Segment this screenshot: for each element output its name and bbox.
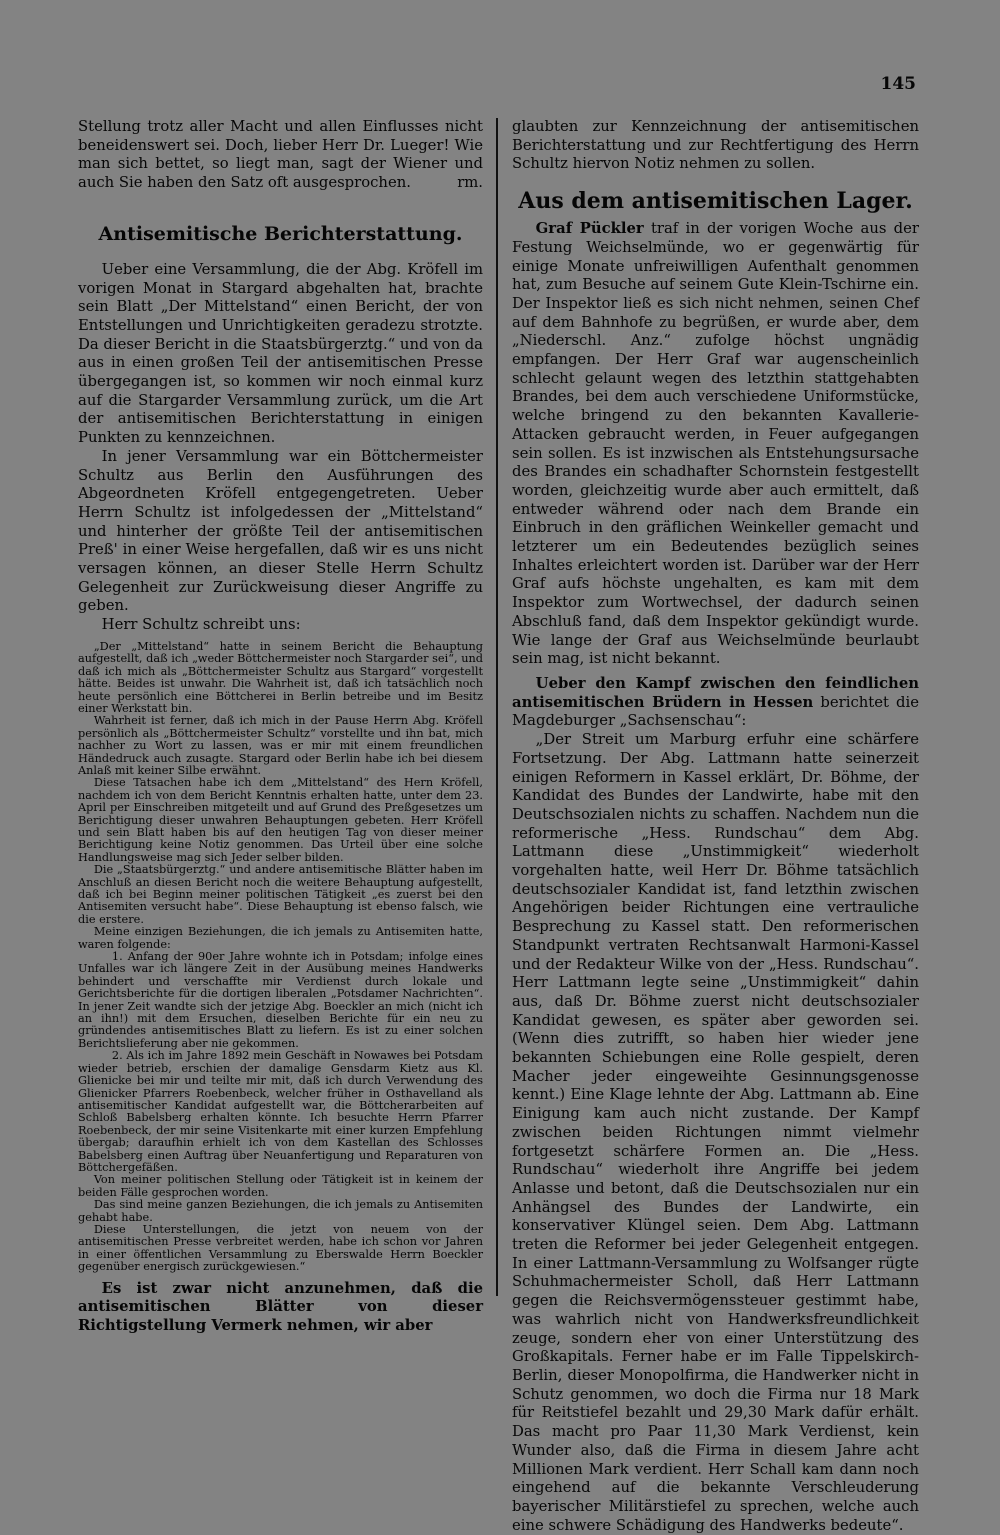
page-number: 145 [880,74,916,94]
quoted-letter-paragraph: Diese Tatsachen habe ich dem „Mittelstand“ des Hern Kröfell, nachdem ich von dem Bericht Kenntnis erhalten hatte, unter dem 23. April per Einschreiben mitgeteilt und auf Grund des Preßgesetzes um Berichtigung dieser unwahren Behauptungen gebeten. Herr Kröfell und sein Blatt haben bis auf den heutigen Tag von dieser meiner Berichtigung keine Notiz genommen. Das Urteil über eine solche Handlungsweise mag sich Jeder selber bilden. [78,776,483,864]
quoted-letter-paragraph: Meine einzigen Beziehungen, die ich jemals zu Antisemiten hatte, waren folgende: [78,925,483,951]
article-paragraph: Ueber eine Versammlung, die der Abg. Kröfell im vorigen Monat in Stargard abgehalten hat, brachte sein Blatt „Der Mittelstand“ einen Bericht, der von Entstellungen und Unrichtigkeiten geradezu strotzte. Da dieser Bericht in die Staatsbürgerztg.“ und von da aus in einen großen Teil der antisemitischen Presse übergegangen ist, so kommen wir noch einmal kurz auf die Stargarder Versammlung zurück, um die Art der antisemitischen Berichterstattung in einigen Punkten zu kennzeichnen. [78,260,483,447]
news-item-text: traf in der vorigen Woche aus der Festung Weichselmünde, wo er gegenwärtig für einige Monate unfreiwilligen Aufenthalt genommen hat, zum Besuche auf seinem Gute Klein-Tschirne ein. Der Inspektor ließ es sich nicht nehmen, seinen Chef auf dem Bahnhofe zu begrüßen, er wurde aber, dem „Niederschl. Anz.“ zufolge höchst ungnädig empfangen. Der Herr Graf war augenscheinlich schlecht gelaunt wegen des letzthin stattgehabten Brandes, bei dem auch verschiedene Uniformstücke, welche bringend zu den bekannten Kavallerie-Attacken gebraucht werden, in Feuer aufgegangen sein sollen. Es ist inzwischen als Entstehungsursache des Brandes ein schadhafter Schornstein festgestellt worden, gleichzeitig wurde aber auch ermittelt, daß entweder während oder nach dem Brande ein Einbruch in den gräflichen Weinkeller gemacht und letzterer um ein Bedeutendes bezüglich seines Inhaltes erleichtert worden ist. Darüber war der Herr Graf aufs höchste ungehalten, es kam mit dem Inspektor zum Wortwechsel, der dadurch seinen Abschluß fand, daß dem Inspektor gekündigt wurde. Wie lange der Graf aus Weichselmünde beurlaubt sein mag, ist nicht bekannt. [512,220,919,668]
intro-text: Stellung trotz aller Macht und allen Einflusses nicht beneidenswert sei. Doch, lieber Herr Dr. Lueger! Wie man sich bettet, so liegt man, sagt der Wiener und auch Sie haben den Satz oft ausgesprochen. [78,118,483,192]
letter-intro: Herr Schultz schreibt uns: [101,616,301,634]
article-paragraph: In jener Versammlung war ein Böttchermeister Schultz aus Berlin den Ausführungen des Abgeordneten Kröfell entgegengetreten. Ueber Herrn Schultz ist infolgedessen der „Mittelstand“ und hinterher der größte Teil der antisemitischen Preß' in einer Weise hergefallen, daß wir es uns nicht versagen können, an dieser Stelle Herrn Schultz Gelegenheit zur Zurückweisung dieser Angriffe zu geben. [78,447,483,615]
quoted-letter-paragraph: Das sind meine ganzen Beziehungen, die ich jemals zu Antisemiten gehabt habe. [78,1198,483,1224]
quoted-letter-list-item: 1. Anfang der 90er Jahre wohnte ich in Potsdam; infolge eines Unfalles war ich längere Zeit in der Ausübung meines Handwerks behindert und verschaffte mir Verdienst durch lokale und Gerichtsberichte für die dortigen liberalen „Potsdamer Nachrichten“. In jener Zeit wandte sich der jetzige Abg. Boeckler an mich (nicht ich an ihn!) mit dem Ersuchen, dieselben Berichte für ein neu zu gründendes antisemitisches Blatt zu liefern. Es ist zu einer solchen Berichtslieferung aber nie gekommen. [78,950,483,1050]
author-initials: rm. [457,174,483,192]
section-heading: Aus dem antisemitischen Lager. [518,188,913,215]
news-item-text: berichtet die Magdeburger „Sachsenschau“: [512,693,919,730]
quoted-letter-paragraph: „Der „Mittelstand“ hatte in seinem Bericht die Behauptung aufgestellt, daß ich „weder Böttchermeister noch Stargarder sei“, und daß ich mich als „Böttchermeister Schultz aus Stargard“ vorgestellt hätte. Beides ist unwahr. Die Wahrheit ist, daß ich tatsächlich noch heute persönlich eine Böttcherei in Berlin betreibe und im Besitz einer Werkstatt bin. [78,639,483,715]
article-heading: Antisemitische Berichterstattung. [98,222,463,245]
news-item-lead: Graf Pückler [535,220,644,238]
column-divider [496,118,498,1296]
intro-paragraph [78,118,483,193]
article-paragraph: Es ist zwar nicht anzunehmen, daß die antisemitischen Blätter von dieser Richtigstellung Vermerk nehmen, wir aber [78,1279,483,1334]
quoted-letter-paragraph: Diese Unterstellungen, die jetzt von neuem von der antisemitischen Presse verbreitet werden, habe ich schon vor Jahren in einer öffentlichen Versammlung zu Eberswalde Herrn Boeckler gegenüber energisch zurückgewiesen.“ [78,1222,483,1274]
right-column [512,118,919,1534]
news-item [512,220,919,669]
quoted-letter-paragraph: Von meiner politischen Stellung oder Tätigkeit ist in keinem der beiden Fälle gesprochen worden. [78,1173,483,1199]
quoted-report: „Der Streit um Marburg erfuhr eine schärfere Fortsetzung. Der Abg. Lattmann hatte seinerzeit einigen Reformern in Kassel erklärt, Dr. Böhme, der Kandidat des Bundes der Landwirte, habe mit den Deutschsozialen nichts zu schaffen. Nachdem nun die reformerische „Hess. Rundschau“ dem Abg. Lattmann diese „Unstimmigkeit“ wiederholt vorgehalten hatte, weil Herr Dr. Böhme tatsächlich deutschsozialer Kandidat ist, fand letzthin zwischen Angehörigen beider Richtungen eine vertrauliche Besprechung zu Kassel statt. Den reformerischen Standpunkt vertraten Rechtsanwalt Harmoni-Kassel und der Redakteur Wilke von der „Hess. Rundschau“. Herr Lattmann legte seine „Unstimmigkeit“ dahin aus, daß Dr. Böhme zuerst nicht deutschsozialer Kandidat gewesen, es später aber geworden sei. (Wenn dies zutrifft, so haben hier wieder jene bekannten Schiebungen eine Rolle gespielt, deren Macher jeder eingeweihte Gesinnungsgenosse kennt.) Eine Klage lehnte der Abg. Lattmann ab. Eine Einigung kam auch nicht zustande. Der Kampf zwischen beiden Richtungen nimmt vielmehr fortgesetzt schärfere Formen an. Die „Hess. Rundschau“ wiederholt ihre Angriffe bei jedem Anlasse und betont, daß die Deutschsozialen nur ein Anhängsel des Bundes der Landwirte, ein konservativer Klüngel seien. Dem Abg. Lattmann treten die Reformer bei jeder Gelegenheit entgegen. In einer Lattmann-Versammlung zu Wolfsanger rügte Schuhmachermeister Scholl, daß Herr Lattmann gegen die Reichsvermögenssteuer gestimmt habe, was wahrlich nicht von Handwerksfreundlichkeit zeuge, sondern eher von einer Unterstützung des Großkapitals. Ferner habe er im Falle Tippelskirch-Berlin, dieser Monopolfirma, die Handwerker nicht in Schutz genommen, wo doch die Firma nur 18 Mark für Reitstiefel bezahlt und 29,30 Mark dafür erhält. Das macht pro Paar 11,30 Mark Verdienst, kein Wunder also, daß die Firma in diesem Jahre acht Millionen Mark verdient. Herr Schall kam dann noch eingehend auf die bekannte Verschleuderung bayerischer Militärstiefel zu sprechen, welche auch eine schwere Schädigung des Handwerks bedeute“. [512,731,919,1534]
news-item [512,675,919,731]
quoted-letter-paragraph: Wahrheit ist ferner, daß ich mich in der Pause Herrn Abg. Kröfell persönlich als „Böttchermeister Schultz“ vorstellte und ihn bat, mich nachher zu Wort zu lassen, was er mir mit einem freundlichen Händedruck auch zusagte. Stargard oder Berlin habe ich bei diesem Anlaß mit keiner Silbe erwähnt. [78,714,483,777]
quoted-letter-list-item: 2. Als ich im Jahre 1892 mein Geschäft in Nowawes bei Potsdam wieder betrieb, erschien der damalige Gensdarm Kietz aus Kl. Glienicke bei mir und teilte mir mit, daß ich durch Verwendung des Glienicker Pfarrers Roebenbeck, welcher früher in Osthavelland als antisemitischer Kandidat aufgestellt war, die Böttcherarbeiten auf Schloß Babelsberg erhalten könnte. Ich besuchte Herrn Pfarrer Roebenbeck, der mir seine Visitenkarte mit einer kurzen Empfehlung übergab; daraufhin erhielt ich von dem Kastellan des Schlosses Babelsberg einen Auftrag über Neuanfertigung und Reparaturen von Böttchergefäßen. [78,1049,483,1174]
left-column [78,118,483,1334]
continued-paragraph: glaubten zur Kennzeichnung der antisemitischen Berichterstattung und zur Rechtfertigung des Herrn Schultz hiervon Notiz nehmen zu sollen. [512,118,919,173]
quoted-letter-paragraph: Die „Staatsbürgerztg.“ und andere antisemitische Blätter haben im Anschluß an diesen Bericht noch die weitere Behauptung aufgestellt, daß ich bei Beginn meiner politischen Tätigkeit „es zuerst bei den Antisemiten versucht habe“. Diese Behauptung ist ebenso falsch, wie die erstere. [78,863,483,926]
news-item-lead: Ueber den Kampf zwischen den feindlichen antisemitischen Brüdern in Hessen [512,674,919,711]
